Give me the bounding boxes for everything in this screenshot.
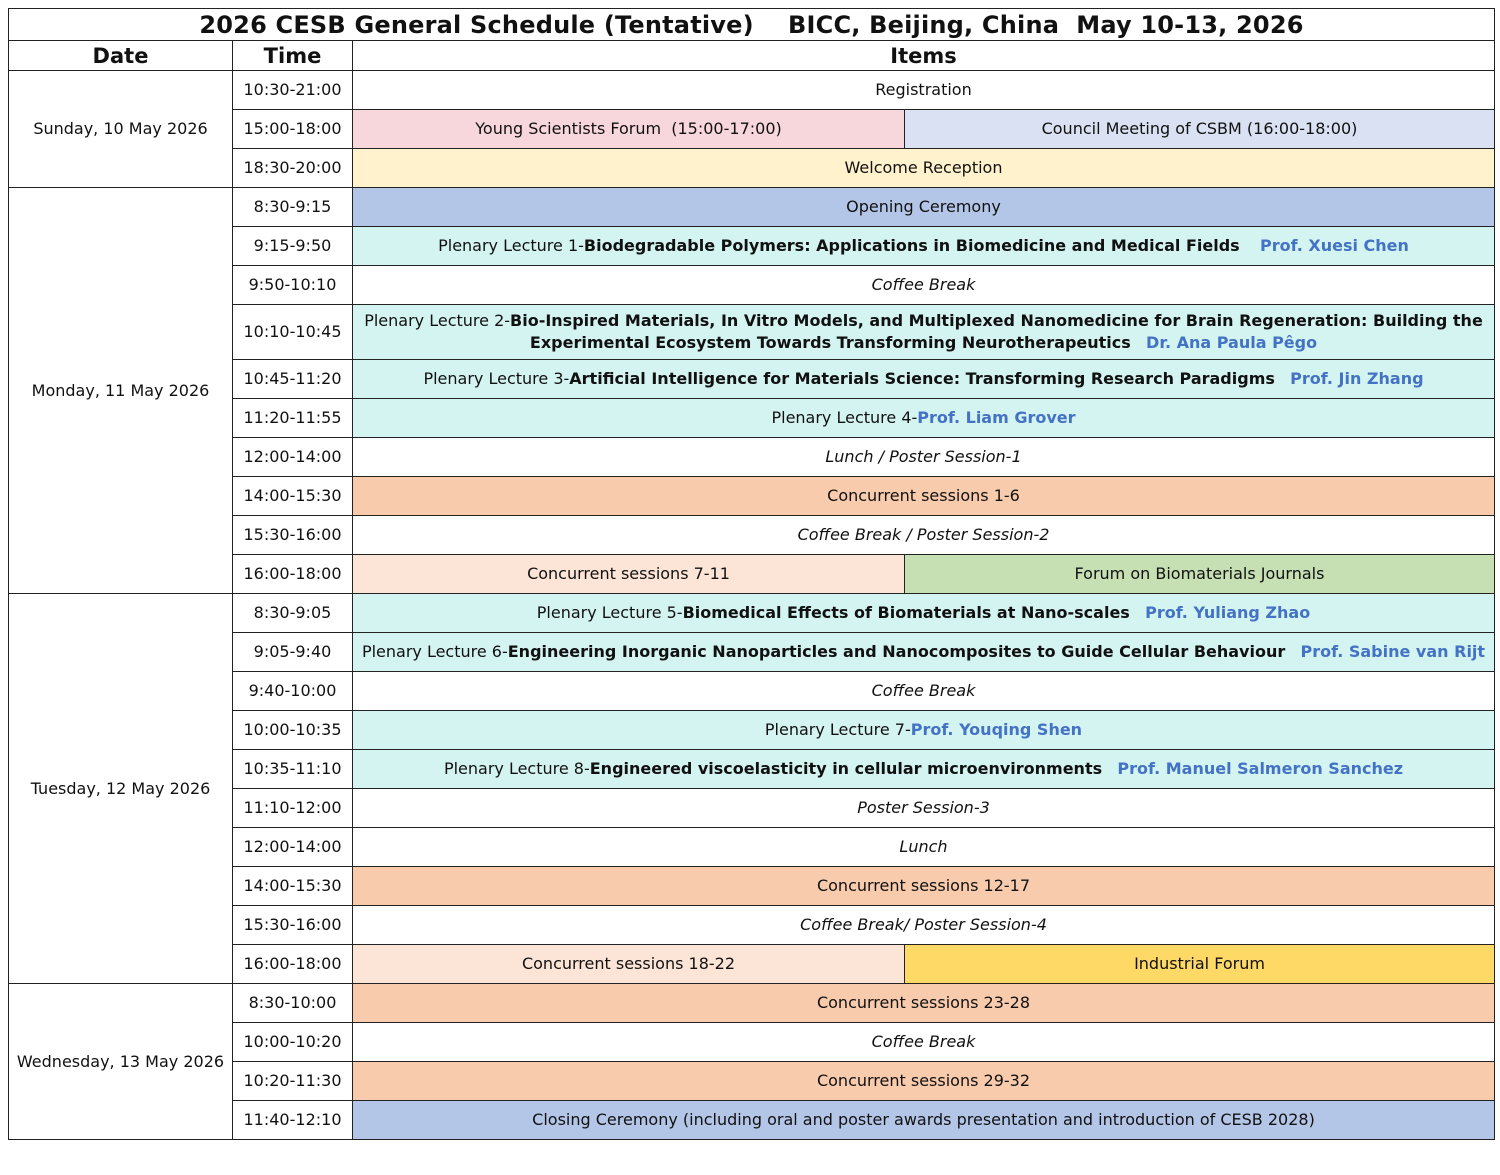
lecture-topic: Artificial Intelligence for Materials Science: Transforming Research Paradigms	[569, 369, 1275, 388]
lecture-speaker: Prof. Sabine van Rijt	[1300, 642, 1486, 661]
table-row	[9, 984, 1495, 1023]
time-cell: 18:30-20:00	[233, 149, 353, 188]
item-plenary-lecture-5	[353, 594, 1495, 633]
time-cell: 10:00-10:35	[233, 711, 353, 750]
lecture-speaker: Prof. Yuliang Zhao	[1145, 603, 1311, 622]
item-registration: Registration	[353, 71, 1495, 110]
time-cell: 9:15-9:50	[233, 227, 353, 266]
lecture-prefix: Plenary Lecture 7-	[764, 720, 911, 739]
time-cell: 14:00-15:30	[233, 867, 353, 906]
item-welcome-reception: Welcome Reception	[353, 149, 1495, 188]
item-plenary-lecture-6	[353, 633, 1495, 672]
time-cell: 14:00-15:30	[233, 477, 353, 516]
item-council-meeting: Council Meeting of CSBM (16:00-18:00)	[905, 110, 1495, 149]
header-row	[9, 41, 1495, 71]
time-cell: 11:20-11:55	[233, 399, 353, 438]
time-cell: 11:40-12:10	[233, 1101, 353, 1140]
time-cell: 9:50-10:10	[233, 266, 353, 305]
date-header: Date	[9, 41, 233, 71]
item-plenary-lecture-3	[353, 360, 1495, 399]
item-coffee-break: Coffee Break	[353, 1023, 1495, 1062]
lecture-prefix: Plenary Lecture 4-	[771, 408, 918, 427]
lecture-speaker: Prof. Liam Grover	[917, 408, 1076, 427]
lecture-topic: Bio-Inspired Materials, In Vitro Models, and Multiplexed Nanomedicine for Brain Regeneration: Building the Experimental Ecosystem Towards Transforming Neurotherapeutics	[510, 311, 1483, 352]
item-opening-ceremony: Opening Ceremony	[353, 188, 1495, 227]
item-concurrent-sessions: Concurrent sessions 7-11	[353, 555, 905, 594]
item-coffee-break-poster-2: Coffee Break / Poster Session-2	[353, 516, 1495, 555]
time-cell: 15:00-18:00	[233, 110, 353, 149]
lecture-speaker: Prof. Manuel Salmeron Sanchez	[1117, 759, 1404, 778]
item-concurrent-sessions: Concurrent sessions 18-22	[353, 945, 905, 984]
schedule-table	[8, 8, 1495, 1140]
lecture-speaker: Prof. Youqing Shen	[910, 720, 1083, 739]
item-plenary-lecture-4	[353, 399, 1495, 438]
item-plenary-lecture-1	[353, 227, 1495, 266]
item-plenary-lecture-7	[353, 711, 1495, 750]
lecture-prefix: Plenary Lecture 3-	[423, 369, 570, 388]
lecture-topic: Biodegradable Polymers: Applications in Biomedicine and Medical Fields	[583, 236, 1240, 255]
lecture-prefix: Plenary Lecture 6-	[361, 642, 508, 661]
table-row	[9, 188, 1495, 227]
time-cell: 15:30-16:00	[233, 516, 353, 555]
lecture-prefix: Plenary Lecture 2-	[364, 311, 511, 330]
lecture-speaker: Dr. Ana Paula Pêgo	[1146, 333, 1318, 352]
lecture-prefix: Plenary Lecture 1-	[438, 236, 584, 255]
time-cell: 10:35-11:10	[233, 750, 353, 789]
time-cell: 8:30-9:15	[233, 188, 353, 227]
time-cell: 8:30-9:05	[233, 594, 353, 633]
day-label-wednesday: Wednesday, 13 May 2026	[9, 984, 233, 1140]
lecture-speaker: Prof. Jin Zhang	[1290, 369, 1424, 388]
item-lunch-poster-1: Lunch / Poster Session-1	[353, 438, 1495, 477]
item-forum-biomaterials-journals: Forum on Biomaterials Journals	[905, 555, 1495, 594]
item-poster-session-3: Poster Session-3	[353, 789, 1495, 828]
item-industrial-forum: Industrial Forum	[905, 945, 1495, 984]
item-young-scientists-forum: Young Scientists Forum (15:00-17:00)	[353, 110, 905, 149]
item-plenary-lecture-2	[353, 305, 1495, 360]
time-cell: 16:00-18:00	[233, 945, 353, 984]
time-cell: 16:00-18:00	[233, 555, 353, 594]
table-row	[9, 71, 1495, 110]
time-cell: 15:30-16:00	[233, 906, 353, 945]
day-label-monday: Monday, 11 May 2026	[9, 188, 233, 594]
time-cell: 10:30-21:00	[233, 71, 353, 110]
lecture-topic: Engineering Inorganic Nanoparticles and Nanocomposites to Guide Cellular Behaviour	[507, 642, 1286, 661]
item-plenary-lecture-8	[353, 750, 1495, 789]
day-label-sunday: Sunday, 10 May 2026	[9, 71, 233, 188]
lecture-prefix: Plenary Lecture 8-	[443, 759, 590, 778]
lecture-prefix: Plenary Lecture 5-	[536, 603, 683, 622]
time-cell: 12:00-14:00	[233, 438, 353, 477]
time-cell: 11:10-12:00	[233, 789, 353, 828]
time-cell: 9:05-9:40	[233, 633, 353, 672]
lecture-speaker: Prof. Xuesi Chen	[1260, 236, 1409, 255]
item-coffee-break: Coffee Break	[353, 266, 1495, 305]
item-closing-ceremony: Closing Ceremony (including oral and poster awards presentation and introduction of CESB 2028)	[353, 1101, 1495, 1140]
title-row	[9, 9, 1495, 41]
time-cell: 12:00-14:00	[233, 828, 353, 867]
time-cell: 8:30-10:00	[233, 984, 353, 1023]
lecture-topic: Engineered viscoelasticity in cellular microenvironments	[589, 759, 1103, 778]
day-label-tuesday: Tuesday, 12 May 2026	[9, 594, 233, 984]
schedule-sheet	[8, 8, 1494, 1140]
table-row	[9, 594, 1495, 633]
item-lunch: Lunch	[353, 828, 1495, 867]
item-concurrent-sessions: Concurrent sessions 1-6	[353, 477, 1495, 516]
item-coffee-break: Coffee Break	[353, 672, 1495, 711]
time-header: Time	[233, 41, 353, 71]
item-concurrent-sessions: Concurrent sessions 12-17	[353, 867, 1495, 906]
item-concurrent-sessions: Concurrent sessions 23-28	[353, 984, 1495, 1023]
items-header: Items	[353, 41, 1495, 71]
time-cell: 10:00-10:20	[233, 1023, 353, 1062]
item-coffee-break-poster-4: Coffee Break/ Poster Session-4	[353, 906, 1495, 945]
schedule-title: 2026 CESB General Schedule (Tentative) BICC, Beijing, China May 10-13, 2026	[9, 9, 1495, 41]
item-concurrent-sessions: Concurrent sessions 29-32	[353, 1062, 1495, 1101]
time-cell: 10:20-11:30	[233, 1062, 353, 1101]
time-cell: 10:45-11:20	[233, 360, 353, 399]
time-cell: 9:40-10:00	[233, 672, 353, 711]
lecture-topic: Biomedical Effects of Biomaterials at Nano-scales	[682, 603, 1130, 622]
time-cell: 10:10-10:45	[233, 305, 353, 360]
